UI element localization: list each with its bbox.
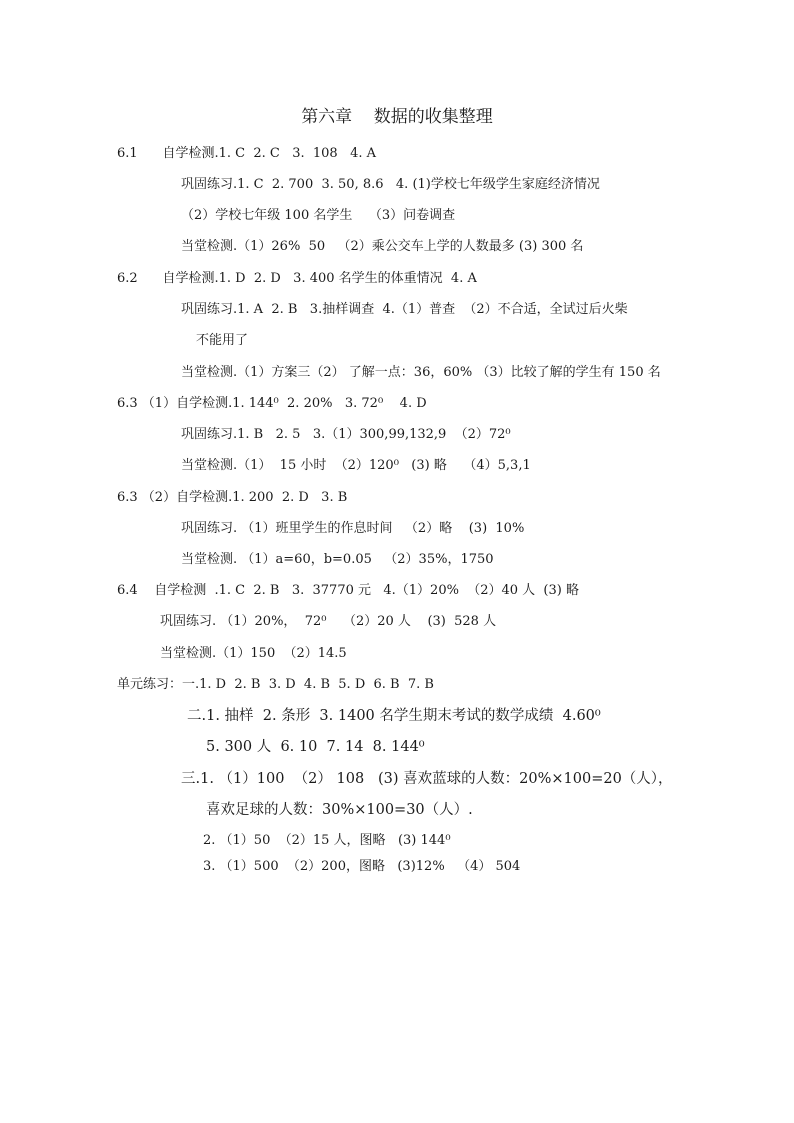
answer-line: 巩固练习. （1）20%， 72⁰ （2）20 人 (3) 528 人 <box>160 614 497 629</box>
answer-line: 不能用了 <box>196 333 249 348</box>
answer-line: 巩固练习.1. A 2. B 3.抽样调查 4.（1）普查 （2）不合适，全试过后火柴 <box>181 302 628 317</box>
answer-line: 6.3 （2）自学检测.1. 200 2. D 3. B <box>117 490 348 505</box>
answer-line: 2. （1）50 （2）15 人，图略 (3) 144⁰ <box>203 833 451 848</box>
answer-line: 3. （1）500 （2）200，图略 (3)12% （4） 504 <box>203 859 521 874</box>
chapter-title: 第六章 数据的收集整理 <box>301 107 493 127</box>
answer-line: 当堂检测.（1）150 （2）14.5 <box>160 646 347 661</box>
answer-line: 5. 300 人 6. 10 7. 14 8. 144⁰ <box>206 739 425 755</box>
answer-line: 6.4 自学检测 .1. C 2. B 3. 37770 元 4.（1）20% （2）40 人 (3) 略 <box>117 583 579 598</box>
answer-line: 二.1. 抽样 2. 条形 3. 1400 名学生期末考试的数学成绩 4.60⁰ <box>187 708 601 724</box>
answer-line: 6.1 自学检测.1. C 2. C 3. 108 4. A <box>117 146 377 161</box>
answer-line: 当堂检测.（1）26% 50 （2）乘公交车上学的人数最多 (3) 300 名 <box>181 239 584 254</box>
answer-line: （2）学校七年级 100 名学生 （3）问卷调查 <box>181 208 456 223</box>
answer-line: 三.1. （1）100 （2） 108 (3) 喜欢蓝球的人数：20%×100=20（人）， <box>181 771 673 787</box>
answer-line: 6.3 （1）自学检测.1. 144⁰ 2. 20% 3. 72⁰ 4. D <box>117 396 427 411</box>
answer-line: 当堂检测.（1）方案三（2） 了解一点：36，60% （3）比较了解的学生有 150 名 <box>181 365 661 380</box>
answer-line: 喜欢足球的人数：30%×100=30（人）. <box>206 802 473 818</box>
answer-line: 巩固练习. （1）班里学生的作息时间 （2）略 (3) 10% <box>181 521 525 536</box>
answer-line: 当堂检测. （1）a=60，b=0.05 （2）35%，1750 <box>181 552 494 567</box>
answer-line: 当堂检测.（1） 15 小时 （2）120⁰ (3) 略 （4）5,3,1 <box>181 458 531 473</box>
answer-line: 巩固练习.1. C 2. 700 3. 50, 8.6 4. (1)学校七年级学生家庭经济情况 <box>181 177 600 192</box>
answer-line: 巩固练习.1. B 2. 5 3.（1）300,99,132,9 （2）72⁰ <box>181 427 511 442</box>
answer-line: 单元练习：一.1. D 2. B 3. D 4. B 5. D 6. B 7. B <box>117 677 434 692</box>
answer-line: 6.2 自学检测.1. D 2. D 3. 400 名学生的体重情况 4. A <box>117 271 477 286</box>
